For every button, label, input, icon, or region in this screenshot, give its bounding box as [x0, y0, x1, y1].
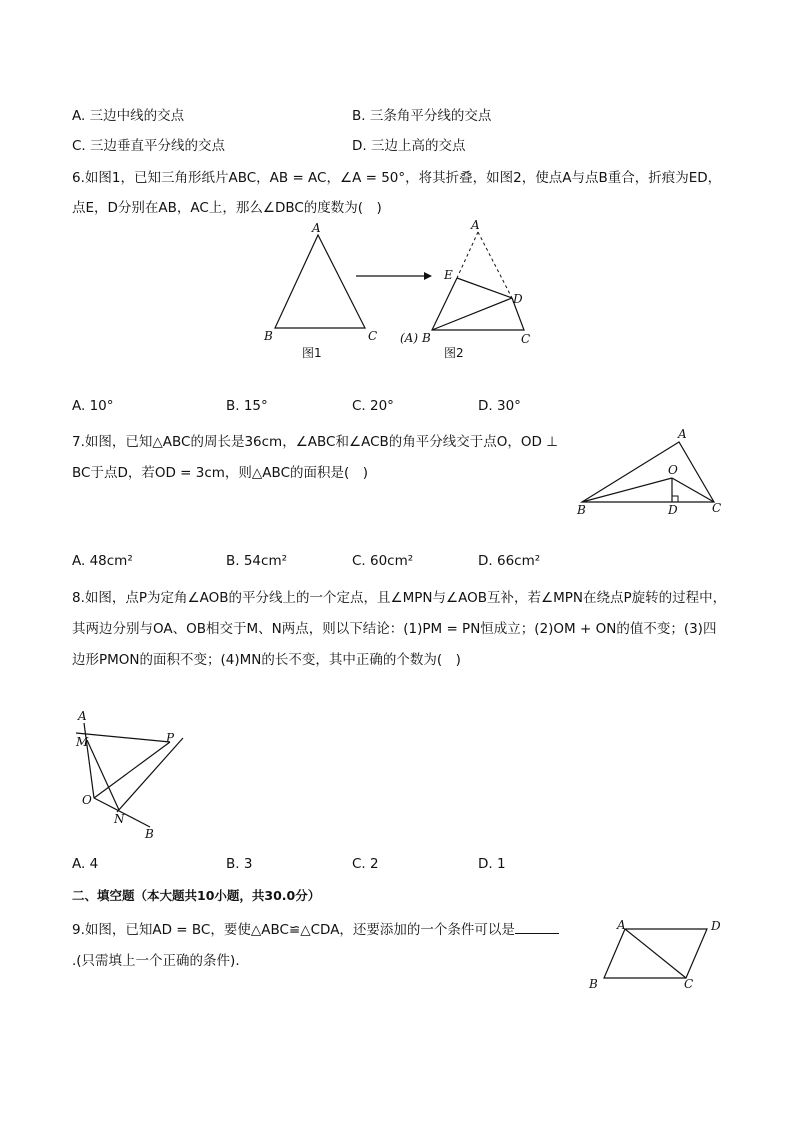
fig2-prefix: (A) — [400, 331, 419, 345]
fold-arrow-head — [424, 272, 432, 280]
q6-option-d: D. 30° — [478, 398, 521, 414]
q7-label-C: C — [712, 501, 722, 515]
q7-option-a: A. 48cm² — [72, 553, 133, 569]
fig1-label-C: C — [368, 329, 378, 343]
q5-option-b: B. 三条角平分线的交点 — [352, 108, 492, 124]
q8-label-M: M — [76, 735, 89, 749]
q8-line-3: 边形PMON的面积不变；(4)MN的长不变，其中正确的个数为( ) — [72, 652, 461, 668]
fig2-label-B: B — [422, 331, 431, 345]
q6-option-a: A. 10° — [72, 398, 114, 414]
q9-text: 9.如图，已知AD = BC，要使△ABC≌△CDA，还要添加的一个条件可以是 — [72, 922, 515, 938]
q9-figure — [580, 912, 730, 997]
q8-option-a: A. 4 — [72, 856, 99, 872]
q9-answer-blank[interactable] — [515, 921, 559, 934]
q6-option-b: B. 15° — [226, 398, 268, 414]
q7-line-2: BC于点D，若OD = 3cm，则△ABC的面积是( ) — [72, 465, 369, 481]
q6-option-c: C. 20° — [352, 398, 394, 414]
q6-figure — [255, 218, 545, 363]
q7-option-d: D. 66cm² — [478, 553, 541, 569]
q7-figure — [570, 422, 730, 522]
fig2-caption: 图2 — [444, 346, 464, 360]
q6-line-1: 6.如图1，已知三角形纸片ABC，AB = AC，∠A = 50°，将其折叠，如图2，使点A与点B重合，折痕为ED， — [72, 170, 722, 186]
q8-label-O: O — [82, 793, 92, 807]
fig2-label-C: C — [521, 332, 531, 346]
fig1-caption: 图1 — [302, 346, 322, 360]
q7-label-A: A — [678, 427, 687, 441]
q9-label-A: A — [617, 918, 626, 932]
q8-line-1: 8.如图，点P为定角∠AOB的平分线上的一个定点，且∠MPN与∠AOB互补，若∠MPN在绕点P旋转的过程中， — [72, 590, 727, 606]
q8-label-P: P — [166, 731, 175, 745]
q8-label-B: B — [145, 827, 154, 840]
q6-line-2: 点E，D分别在AB，AC上，那么∠DBC的度数为( ) — [72, 200, 382, 216]
q8-option-b: B. 3 — [226, 856, 253, 872]
q5-option-a: A. 三边中线的交点 — [72, 108, 185, 124]
q7-label-O: O — [668, 463, 678, 477]
q9-label-B: B — [589, 977, 598, 991]
fig2-label-A: A — [471, 218, 480, 232]
q7-triangle — [582, 442, 714, 502]
q7-label-D: D — [668, 503, 678, 517]
q8-option-c: C. 2 — [352, 856, 379, 872]
q9-line-1 — [72, 918, 559, 938]
q9-label-C: C — [684, 977, 694, 991]
right-angle-mark — [672, 496, 678, 502]
q8-label-N: N — [114, 812, 125, 826]
q8-label-A: A — [78, 709, 87, 723]
fig2-label-E: E — [444, 268, 453, 282]
fig1-label-A: A — [312, 221, 321, 235]
fig1-label-B: B — [264, 329, 273, 343]
section-title-fill-in: 二、填空题（本大题共10小题，共30.0分） — [72, 888, 321, 903]
q7-option-b: B. 54cm² — [226, 553, 288, 569]
q9-label-D: D — [711, 919, 721, 933]
q8-line-2: 其两边分别与OA、OB相交于M、N两点，则以下结论：(1)PM = PN恒成立；(2)OM + ON的值不变；(3)四 — [72, 621, 717, 637]
q5-option-c: C. 三边垂直平分线的交点 — [72, 138, 226, 154]
q8-figure — [70, 705, 190, 840]
q7-label-B: B — [577, 503, 586, 517]
q9-line-2: .(只需填上一个正确的条件). — [72, 953, 240, 969]
q8-option-d: D. 1 — [478, 856, 506, 872]
q7-line-1: 7.如图，已知△ABC的周长是36cm，∠ABC和∠ACB的角平分线交于点O，OD ⊥ — [72, 434, 558, 450]
fig1-triangle — [275, 235, 365, 328]
q7-option-c: C. 60cm² — [352, 553, 414, 569]
fig2-label-D: D — [513, 292, 523, 306]
q5-option-d: D. 三边上高的交点 — [352, 138, 466, 154]
